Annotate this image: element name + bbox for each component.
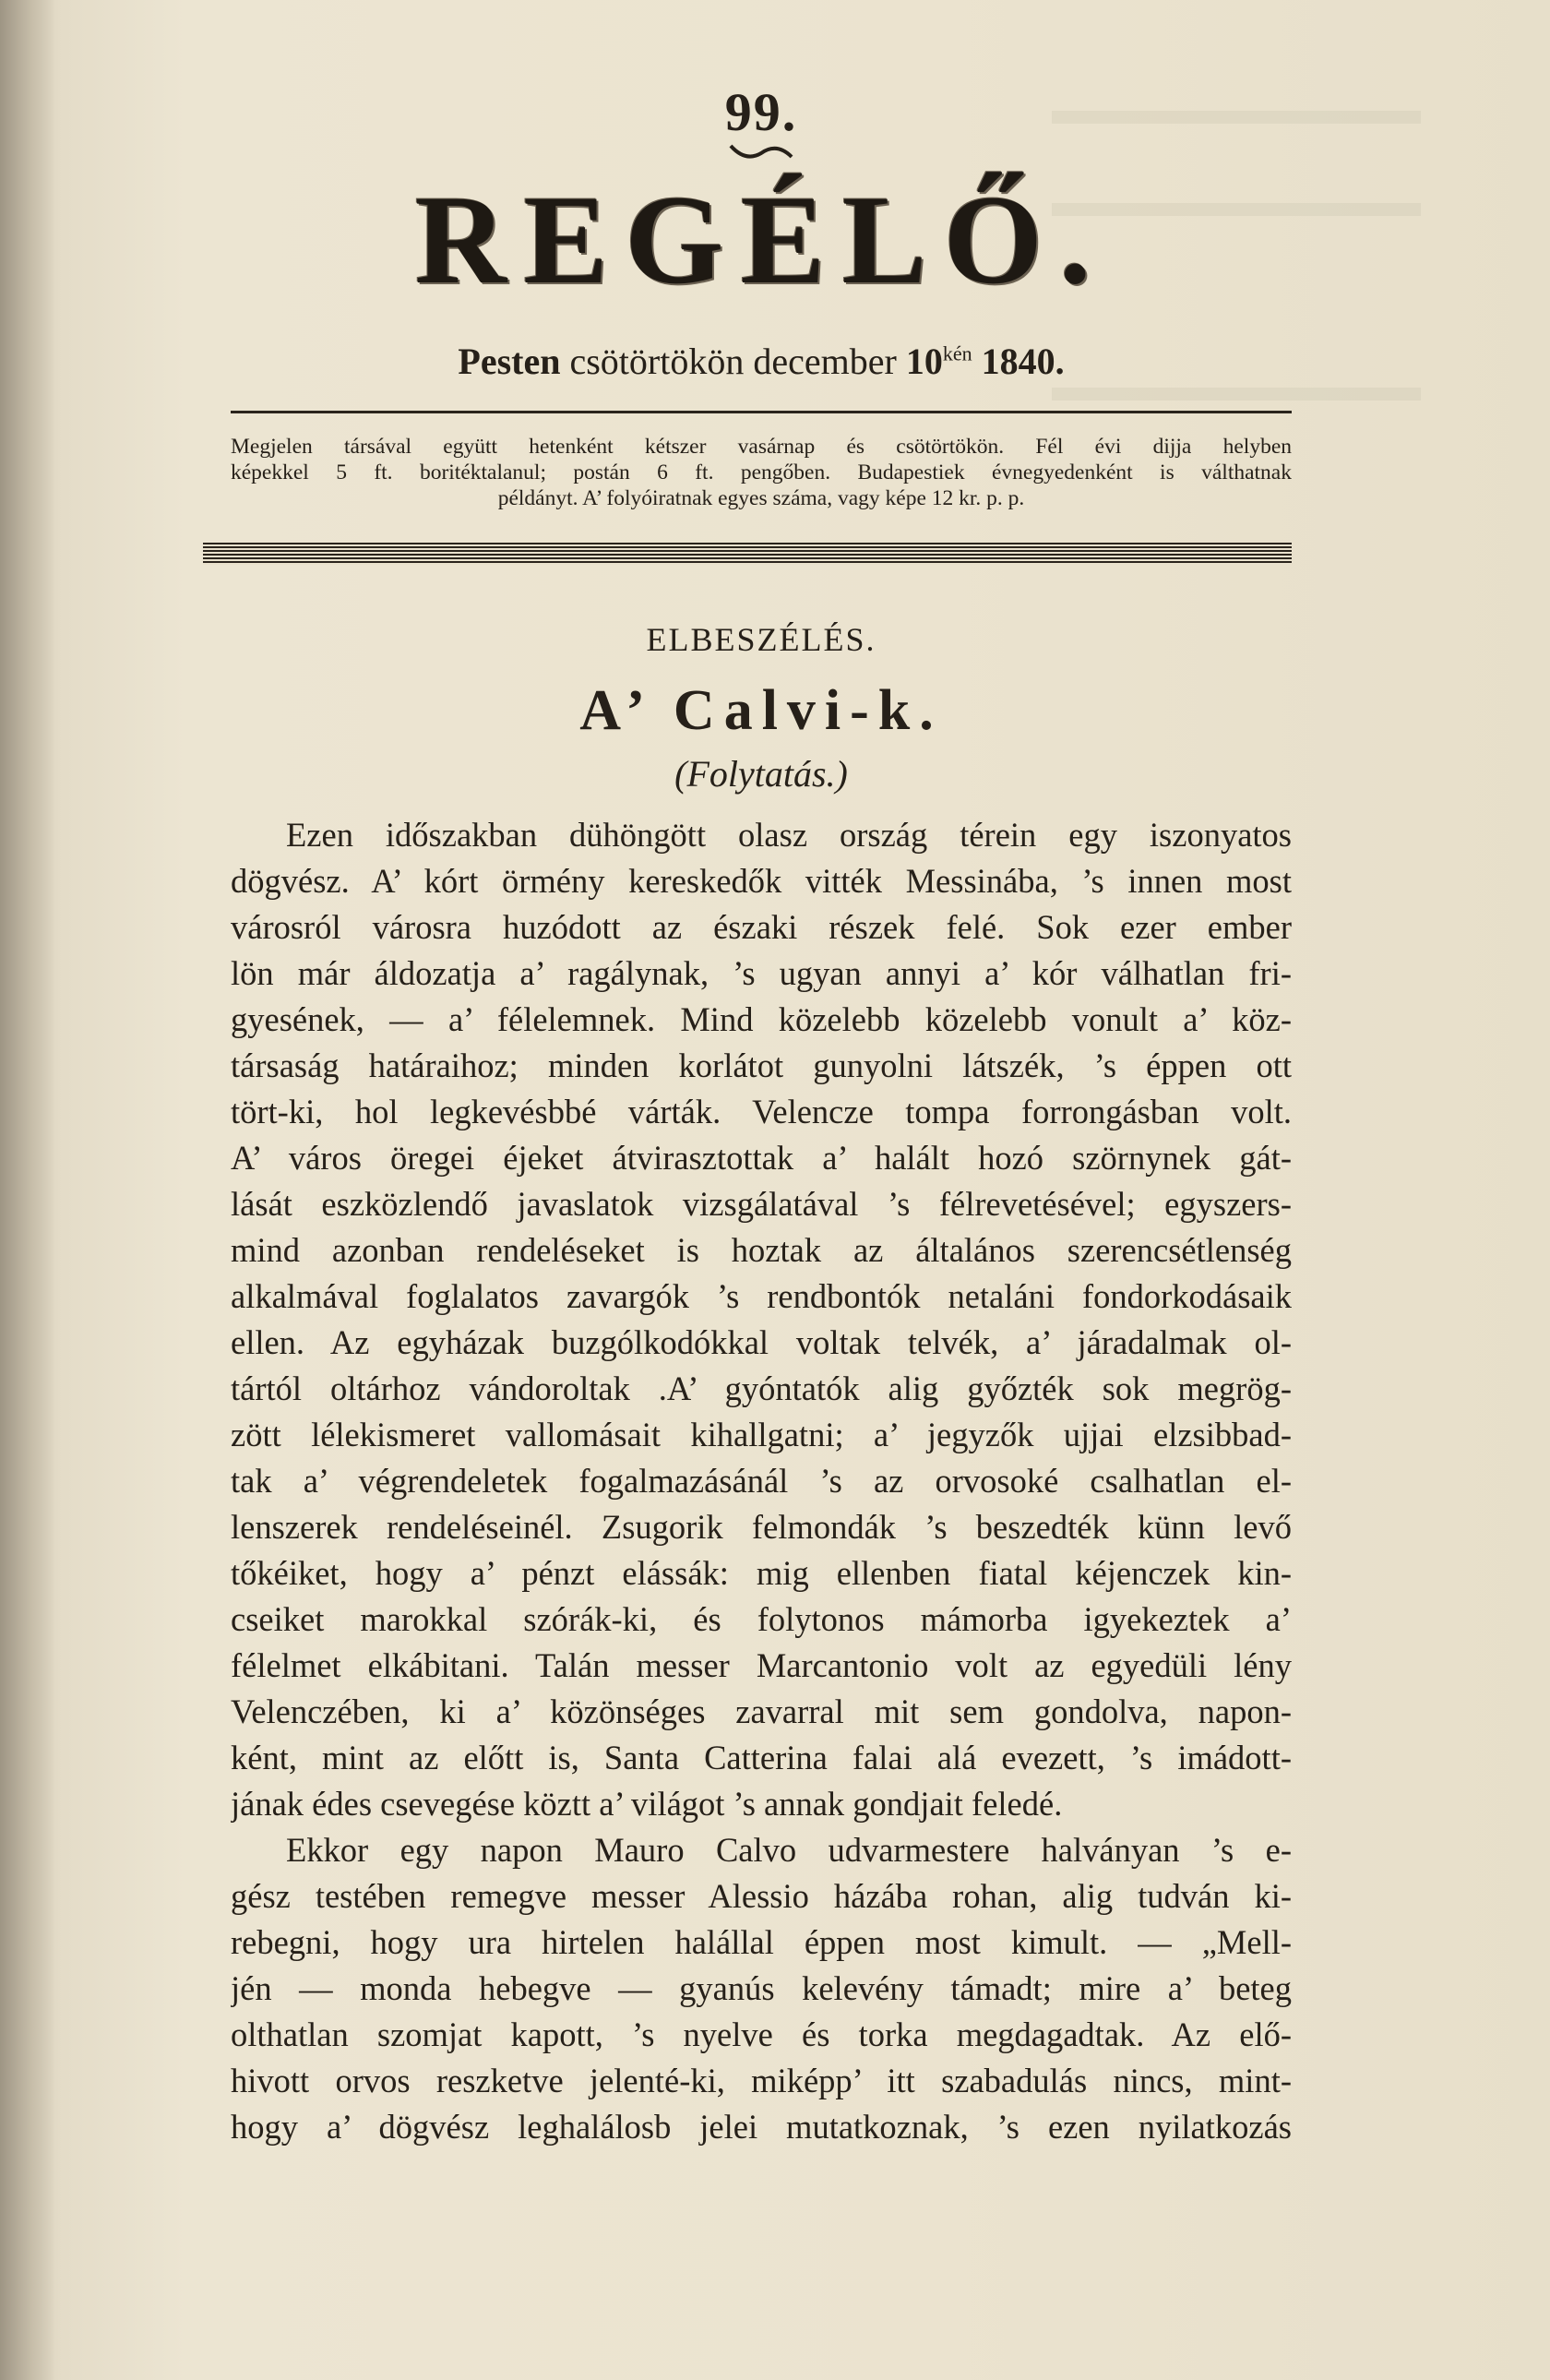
dateline [231,340,1292,383]
body-line: Ezen időszakban dühöngött olasz ország térein egy iszonyatos [286,816,1292,854]
subscription-line: példányt. A’ folyóiratnak egyes száma, vagy képe 12 kr. p. p. [497,486,1025,510]
body-line: olthatlan szomjat kapott, ’s nyelve és torka megdagadtak. Az elő- [231,2015,1292,2053]
body-line: tak a’ végrendeletek fogalmazásánál ’s az orvosoké csalhatlan el- [231,1462,1292,1500]
body-line: zött lélekismeret vallomásait kihallgatni; a’ jegyzők ujjai elzsibbad- [231,1416,1292,1453]
body-line: jén — monda hebegve — gyanús kelevény támadt; mire a’ beteg [231,1969,1292,2007]
body-line: tőkéiket, hogy a’ pénzt elássák: mig ellenben fiatal kéjenczek kin- [231,1554,1292,1592]
dateline-suffix: kén [942,341,972,365]
body-line: hogy a’ dögvész leghalálosb jelei mutatkoznak, ’s ezen nyilatkozás [231,2108,1292,2146]
body-line: jának édes csevegése köztt a’ világot ’s annak gondjait feledé. [231,1785,1063,1823]
body-line: mind azonban rendeléseket is hoztak az általános szerencsétlenség [231,1231,1292,1269]
body-line: lön már áldozatja a’ ragálynak, ’s ugyan annyi a’ kór válhatlan fri- [231,954,1292,992]
story-title: A’ Calvi-k. [579,679,943,742]
continued-note: (Folytatás.) [674,753,848,795]
subscription-line: képekkel 5 ft. boritéktalanul; postán 6 ft. pengőben. Budapestiek évnegyedenként is válthatnak [231,460,1292,484]
subscription-line: Megjelen társával együtt hetenként kétszer vasárnap és csötörtökön. Fél évi dijja helyben [231,435,1292,459]
body-line: hivott orvos reszketve jelenté-ki, miképp’ itt szabadulás nincs, mint- [231,2062,1292,2099]
swash-ornament [729,137,793,164]
body-line: cseiket marokkal szórák-ki, és folytonos mámorba igyekeztek a’ [231,1600,1292,1638]
dateline-day: 10 [905,341,943,382]
dateline-text: csötörtökön december [569,341,897,382]
body-line: lását eszközlendő javaslatok vizsgálatával ’s félrevetésével; egyszers- [231,1185,1292,1223]
section-title: ELBESZÉLÉS. [646,621,876,658]
body-line: gyesének, — a’ félelemnek. Mind közelebb közelebb vonult a’ köz- [231,1000,1292,1038]
body-line: ként, mint az előtt is, Santa Catterina falai alá evezett, ’s imádott- [231,1739,1292,1776]
dateline-place: Pesten [458,341,561,382]
body-line: Ekkor egy napon Mauro Calvo udvarmestere halványan ’s e- [286,1831,1292,1869]
body-line: dögvész. A’ kórt örmény kereskedők vitték Messinába, ’s innen most [231,862,1292,900]
body-line: városról városra huzódott az északi részek felé. Sok ezer ember [231,908,1292,946]
bleed-through [1052,388,1421,401]
body-line: rebegni, hogy ura hirtelen halállal éppen most kimult. — „Mell- [231,1923,1292,1961]
body-line: alkalmával foglalatos zavargók ’s rendbontók netaláni fondorkodásaik [231,1277,1292,1315]
page-number: 99. [724,82,798,142]
binding-gutter [0,0,55,2380]
body-line: lenszerek rendeléseinél. Zsugorik felmondák ’s beszedték künn levő [231,1508,1292,1546]
masthead-title: REGÉLŐ. [414,169,1108,310]
body-line: félelmet elkábitani. Talán messer Marcantonio volt az egyedüli lény [231,1646,1292,1684]
body-line: Velenczében, ki a’ közönséges zavarral mit sem gondolva, napon- [231,1692,1292,1730]
body-line: tártól oltárhoz vándoroltak .A’ gyóntatók alig győzték sok megrög- [231,1369,1292,1407]
body-line: A’ város öregei éjeket átvirasztottak a’ halált hozó szörnynek gát- [231,1139,1292,1177]
decorative-rule [203,543,1292,565]
subscription-notice [231,434,1292,511]
header-rule [231,411,1292,413]
dateline-year: 1840. [981,341,1065,382]
body-line: társaság határaihoz; minden korlátot gunyolni látszék, ’s éppen ott [231,1046,1292,1084]
body-line: gész testében remegve messer Alessio házába rohan, alig tudván ki- [231,1877,1292,1915]
article-body [231,812,1292,2150]
body-line: ellen. Az egyházak buzgólkodókkal voltak telvék, a’ járadalmak ol- [231,1323,1292,1361]
body-line: tört-ki, hol legkevésbbé várták. Velencze tompa forrongásban volt. [231,1093,1292,1130]
